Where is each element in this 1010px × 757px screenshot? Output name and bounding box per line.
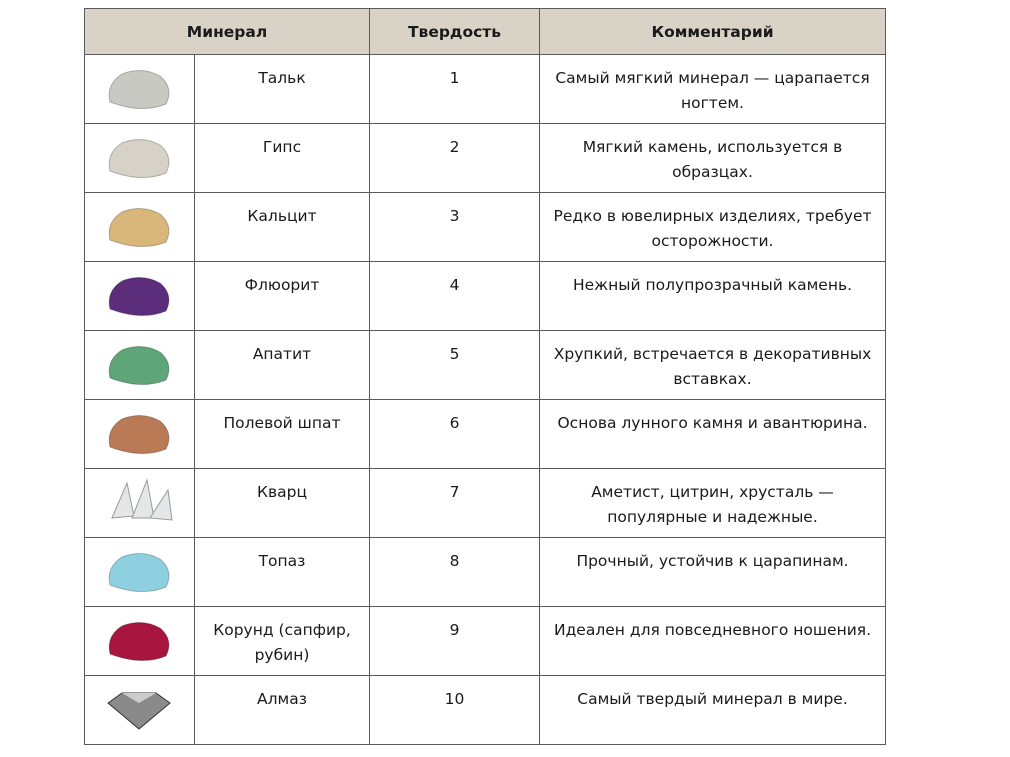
calcite-image [102,202,178,252]
mineral-image-cell [85,676,195,745]
mineral-hardness: 1 [370,55,540,124]
mineral-image-cell [85,331,195,400]
table-row [85,55,886,124]
table-row [85,193,886,262]
table-row [85,676,886,745]
mineral-name: Корунд (сапфир, рубин) [195,607,370,676]
mineral-hardness: 6 [370,400,540,469]
mineral-hardness: 9 [370,607,540,676]
corundum-image [102,616,178,666]
mineral-hardness: 3 [370,193,540,262]
mineral-image-cell [85,55,195,124]
mineral-hardness: 10 [370,676,540,745]
mineral-comment: Самый мягкий минерал — царапается ногтем. [540,55,886,124]
mineral-name: Флюорит [195,262,370,331]
quartz-image [102,478,178,528]
table-row [85,124,886,193]
mineral-image-cell [85,607,195,676]
mineral-name: Апатит [195,331,370,400]
apatite-image [102,340,178,390]
table-row [85,538,886,607]
feldspar-image [102,409,178,459]
mineral-name: Топаз [195,538,370,607]
mineral-hardness: 7 [370,469,540,538]
mineral-name: Алмаз [195,676,370,745]
mineral-name: Кальцит [195,193,370,262]
fluorite-image [102,271,178,321]
mohs-hardness-table [84,8,886,745]
mineral-comment: Аметист, цитрин, хрусталь — популярные и надежные. [540,469,886,538]
mineral-name: Тальк [195,55,370,124]
mineral-image-cell [85,193,195,262]
mineral-image-cell [85,469,195,538]
mineral-image-cell [85,400,195,469]
mineral-hardness: 8 [370,538,540,607]
table-row [85,469,886,538]
mineral-comment: Редко в ювелирных изделиях, требует осторожности. [540,193,886,262]
gypsum-image [102,133,178,183]
mineral-comment: Прочный, устойчив к царапинам. [540,538,886,607]
header-hardness: Твердость [370,9,540,55]
table-row [85,400,886,469]
diamond-image [102,685,178,735]
table-header-row [85,9,886,55]
mineral-hardness: 2 [370,124,540,193]
mineral-hardness: 5 [370,331,540,400]
table-row [85,331,886,400]
talc-image [102,64,178,114]
mineral-comment: Идеален для повседневного ношения. [540,607,886,676]
header-comment: Комментарий [540,9,886,55]
mineral-comment: Нежный полупрозрачный камень. [540,262,886,331]
mineral-comment: Хрупкий, встречается в декоративных вставках. [540,331,886,400]
mineral-image-cell [85,262,195,331]
table-row [85,262,886,331]
mineral-name: Кварц [195,469,370,538]
mineral-comment: Самый твердый минерал в мире. [540,676,886,745]
header-mineral: Минерал [85,9,370,55]
mineral-image-cell [85,538,195,607]
mineral-comment: Мягкий камень, используется в образцах. [540,124,886,193]
mineral-image-cell [85,124,195,193]
mineral-hardness: 4 [370,262,540,331]
table-row [85,607,886,676]
mineral-name: Гипс [195,124,370,193]
mineral-name: Полевой шпат [195,400,370,469]
topaz-image [102,547,178,597]
mineral-comment: Основа лунного камня и авантюрина. [540,400,886,469]
